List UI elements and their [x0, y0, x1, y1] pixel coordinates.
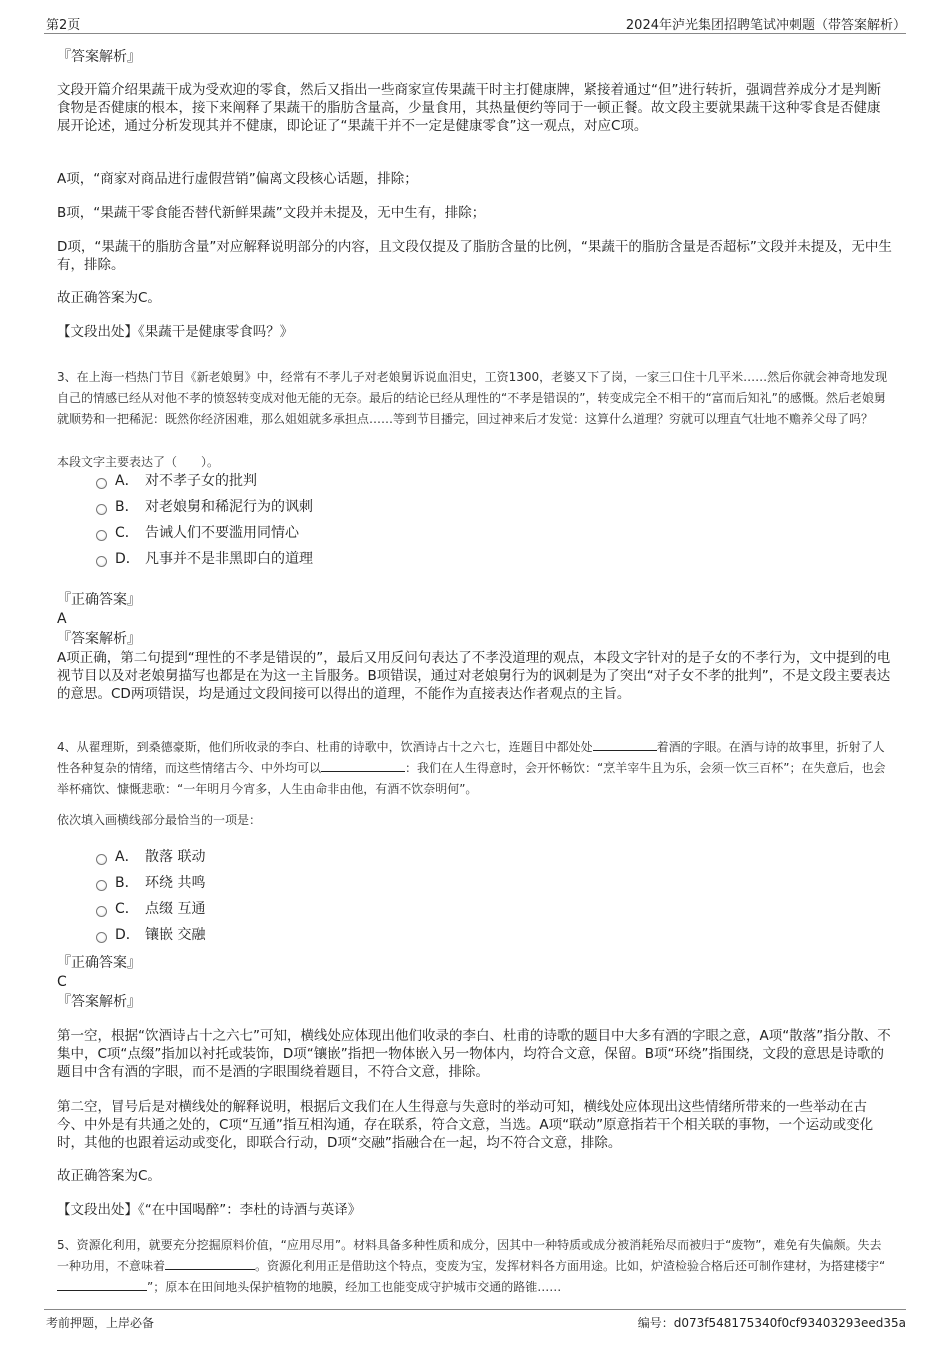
option-letter: A． — [115, 849, 139, 865]
q2-analysis-option-b: B项，“果蔬干零食能否替代新鲜果蔬”文段并未提及，无中生有，排除； — [57, 205, 486, 221]
q4-stem-part-2: 着酒的字眼。在酒与诗的故事里，折射了人性各种复杂的情绪，而这些情绪古今、中外均可以 — [57, 740, 885, 775]
q4-analysis-paragraph-2: 第二空，冒号后是对横线处的解释说明，根据后文我们在人生得意与失意时的举动可知，横线处应体现出这些情绪所带来的一些举动在古今、中外是有共通之处的，C项“互通”指互相沟通，存在联系，符合文意，当选。A项“联动”原意指若干个相关联的事物，一个运动或变化时，其他的也跟着运动或变化，即联合行动，D项“交融”指融合在一起，均不符合文意，排除。 — [57, 1099, 874, 1151]
radio-icon[interactable] — [96, 530, 107, 541]
q4-stem — [57, 737, 893, 800]
option-letter: C． — [115, 901, 139, 917]
q3-answer-label: 『正确答案』 — [57, 592, 141, 608]
q3-option-a[interactable] — [96, 472, 257, 490]
q5-stem-part-3: ”；原本在田间地头保护植物的地膜，经加工也能变成守护城市交通的路锥…… — [147, 1280, 562, 1294]
q3-analysis-label: 『答案解析』 — [57, 631, 141, 647]
q4-option-d[interactable] — [96, 926, 205, 944]
q2-analysis-paragraph: 文段开篇介绍果蔬干成为受欢迎的零食，然后又指出一些商家宣传果蔬干时主打健康牌，紧接着通过“但”进行转折，强调营养成分才是判断食物是否健康的根本，接下来阐释了果蔬干的脂肪含量高，少量食用，其热量便约等同于一顿正餐。故文段主要就果蔬干这种零食是否健康展开论述，通过分析发现其并不健康，即论证了“果蔬干并不一定是健康零食”这一观点，对应C项。 — [57, 82, 881, 134]
q5-stem — [57, 1235, 893, 1298]
q3-option-c[interactable] — [96, 524, 299, 542]
q3-prompt: 本段文字主要表达了（ ）。 — [57, 455, 220, 469]
q4-analysis-paragraph-1: 第一空，根据“饮酒诗占十之六七”可知，横线处应体现出他们收录的李白、杜甫的诗歌的题目中大多有酒的字眼之意，A项“散落”指分散、不集中，C项“点缀”指加以衬托或装饰，D项“镶嵌”指把一物体嵌入另一物体内，均符合文意，保留。B项“环绕”指围绕，文段的意思是诗歌的题目中含有酒的字眼，而不是酒的字眼围绕着题目，不符合文意，排除。 — [57, 1028, 891, 1080]
option-text: 散落 联动 — [145, 849, 206, 865]
q5-stem-part-2: 。资源化利用正是借助这个特点，变废为宝，发挥材料各方面用途。比如，炉渣检验合格后还可制作建材，为搭建楼宇“ — [255, 1259, 886, 1273]
option-letter: D． — [115, 927, 140, 943]
option-letter: B． — [115, 875, 139, 891]
q4-option-b[interactable] — [96, 874, 205, 892]
q2-source: 【文段出处】《果蔬干是健康零食吗？》 — [57, 324, 294, 340]
q4-stem-part-3: ：我们在人生得意时，会开怀畅饮：“烹羊宰牛且为乐，会须一饮三百杯”；在失意后，也会举杯痛饮、慷慨悲歌：“一年明月今宵多，人生由命非由他，有酒不饮奈明何”。 — [57, 761, 886, 796]
q4-blank-2 — [321, 759, 405, 772]
q4-blank-1 — [593, 738, 657, 751]
q2-conclusion: 故正确答案为C。 — [57, 290, 161, 306]
option-text: 环绕 共鸣 — [145, 875, 206, 891]
q4-option-a[interactable] — [96, 848, 205, 866]
option-text: 点缀 互通 — [145, 901, 206, 917]
option-letter: D． — [115, 551, 140, 567]
document-code: 编号：d073f548175340f0cf93403293eed35a — [637, 1316, 906, 1330]
document-title: 2024年泸光集团招聘笔试冲刺题（带答案解析） — [625, 18, 906, 33]
q4-answer-label: 『正确答案』 — [57, 955, 141, 971]
q3-answer: A — [57, 611, 67, 627]
option-text: 凡事并不是非黑即白的道理 — [145, 551, 313, 567]
radio-icon[interactable] — [96, 478, 107, 489]
q2-analysis-option-d: D项，“果蔬干的脂肪含量”对应解释说明部分的内容，且文段仅提及了脂肪含量的比例，“果蔬干的脂肪含量是否超标”文段并未提及，无中生有，排除。 — [57, 239, 892, 273]
page-number: 第2页 — [46, 18, 81, 33]
q3-option-b[interactable] — [96, 498, 313, 516]
option-text: 对不孝子女的批判 — [145, 473, 257, 489]
option-text: 告诫人们不要滥用同情心 — [145, 525, 299, 541]
radio-icon[interactable] — [96, 854, 107, 865]
q4-stem-part-1: 4、从翟理斯，到桑德豪斯，他们所收录的李白、杜甫的诗歌中，饮酒诗占十之六七，连题目中都处处 — [57, 740, 593, 754]
header-divider — [44, 33, 906, 34]
q3-option-d[interactable] — [96, 550, 313, 568]
radio-icon[interactable] — [96, 932, 107, 943]
option-letter: A． — [115, 473, 139, 489]
radio-icon[interactable] — [96, 556, 107, 567]
footer-slogan: 考前押题，上岸必备 — [46, 1316, 155, 1330]
footer-divider — [44, 1309, 906, 1310]
q2-analysis-label: 『答案解析』 — [57, 49, 141, 65]
q4-analysis-label: 『答案解析』 — [57, 994, 141, 1010]
option-text: 镶嵌 交融 — [145, 927, 206, 943]
q4-conclusion: 故正确答案为C。 — [57, 1168, 161, 1184]
q5-blank-2 — [57, 1278, 147, 1291]
q3-stem: 3、在上海一档热门节目《新老娘舅》中，经常有不孝儿子对老娘舅诉说血泪史，工资1300，老婆又下了岗，一家三口住十几平米……然后你就会神奇地发现自己的情感已经从对他不孝的愤怒转变成对他无能的无奈。最后的结论已经从理性的“不孝是错误的”，转变成完全不相干的“富而后知礼”的感慨。然后老娘舅就顺势和一把稀泥：既然你经济困难，那么姐姐就多承担点……等到节目播完，回过神来后才发觉：这算什么道理？穷就可以理直气壮地不赡养父母了吗？ — [57, 370, 888, 426]
radio-icon[interactable] — [96, 504, 107, 515]
q2-analysis-option-a: A项，“商家对商品进行虚假营销”偏离文段核心话题，排除； — [57, 171, 418, 187]
q3-analysis: A项正确，第二句提到“理性的不孝是错误的”，最后又用反问句表达了不孝没道理的观点，本段文字针对的是子女的不孝行为，文中提到的电视节目以及对老娘舅描写也都是在为这一主旨服务。B项错误，通过对老娘舅行为的讽刺是为了突出“对子女不孝的批判”，不是文段主要表达的意思。CD两项错误，均是通过文段间接可以得出的道理，不能作为直接表达作者观点的主旨。 — [57, 650, 891, 702]
q5-blank-1 — [165, 1257, 255, 1270]
q5-stem-part-1: 5、资源化利用，就要充分挖掘原料价值，“应用尽用”。材料具备多种性质和成分，因其中一种特质或成分被消耗殆尽而被归于“废物”，难免有失偏颇。失去一种功用，不意味着 — [57, 1238, 882, 1273]
q4-prompt: 依次填入画横线部分最恰当的一项是： — [57, 813, 262, 827]
q4-option-c[interactable] — [96, 900, 205, 918]
q4-answer: C — [57, 974, 67, 990]
radio-icon[interactable] — [96, 906, 107, 917]
option-text: 对老娘舅和稀泥行为的讽刺 — [145, 499, 313, 515]
q4-source: 【文段出处】《“在中国喝醉”：李杜的诗酒与英译》 — [57, 1202, 362, 1218]
radio-icon[interactable] — [96, 880, 107, 891]
option-letter: B． — [115, 499, 139, 515]
option-letter: C． — [115, 525, 139, 541]
